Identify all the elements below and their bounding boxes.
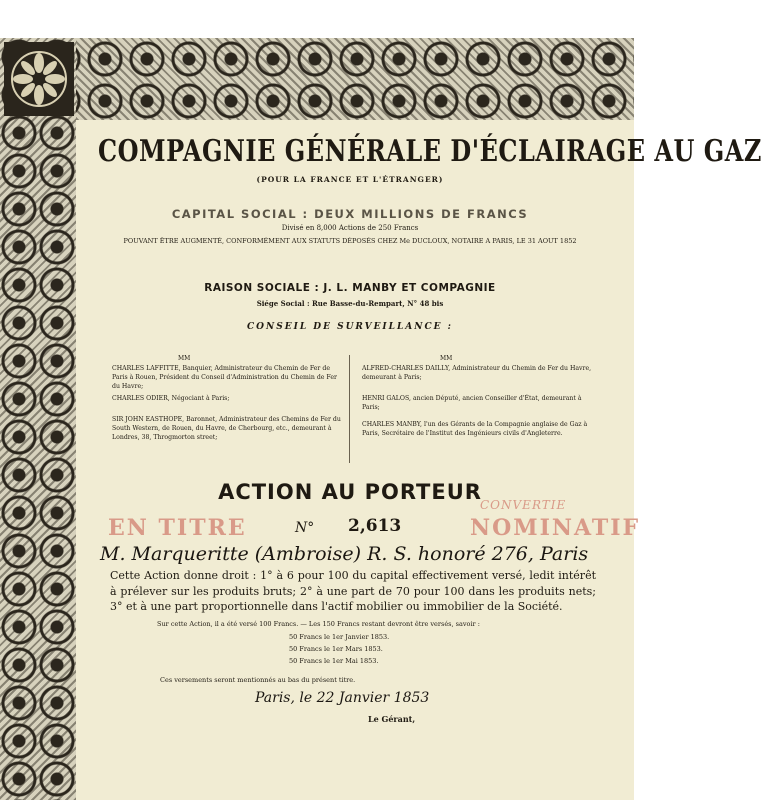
board-member: HENRI GALOS, ancien Député, ancien Conseiller d'État, demeurant à Paris; bbox=[362, 395, 582, 411]
stamp-right-top: CONVERTIE bbox=[480, 498, 567, 512]
ornamental-border-top bbox=[0, 38, 634, 120]
payments-footnote: Ces versements seront mentionnés au bas du présent titre. bbox=[160, 676, 356, 684]
board-member: CHARLES LAFFITTE, Banquier, Administrateur du Chemin de Fer de Paris à Rouen, Président du Conseil d'Administration du Chemin de Fer du Havre; bbox=[112, 365, 337, 390]
shares-division: Divisé en 8,000 Actions de 250 Francs bbox=[281, 224, 419, 232]
board-member: ALFRED-CHARLES DAILLY, Administrateur du Chemin de Fer du Havre, demeurant à Paris; bbox=[362, 365, 592, 381]
capital-augmentation-note: POUVANT ÊTRE AUGMENTÉ, CONFORMÉMENT AUX STATUTS DÉPOSÉS CHEZ Me DUCLOUX, NOTAIRE A PARIS, LE 31 AOUT 1852 bbox=[123, 237, 577, 245]
rosette-ornament-icon bbox=[4, 42, 74, 116]
payment-schedule-item: 50 Francs le 1er Mars 1853. bbox=[289, 645, 383, 653]
number-label: N° bbox=[295, 520, 315, 536]
mm-label-right: MM bbox=[440, 355, 453, 362]
supervisory-board-heading: CONSEIL DE SURVEILLANCE : bbox=[247, 322, 453, 332]
company-firm-name: RAISON SOCIALE : J. L. MANBY ET COMPAGNIE bbox=[204, 282, 496, 294]
board-member: CHARLES MANBY, l'un des Gérants de la Compagnie anglaise de Gaz à Paris, Secrétaire de l'Institut des Ingénieurs civils d'Angleterre. bbox=[362, 421, 588, 437]
ornamental-border-left bbox=[0, 38, 76, 800]
stamp-right: NOMINATIF bbox=[470, 515, 641, 541]
registered-office: Siége Social : Rue Basse-du-Rempart, N° 48 bis bbox=[256, 299, 444, 308]
capital-line: CAPITAL SOCIAL : DEUX MILLIONS DE FRANCS bbox=[171, 207, 529, 221]
payment-schedule-item: 50 Francs le 1er Mai 1853. bbox=[289, 657, 379, 665]
certificate-number: 2,613 bbox=[348, 516, 402, 536]
board-member: CHARLES ODIER, Négociant à Paris; bbox=[112, 395, 230, 402]
manager-signature-label: Le Gérant, bbox=[368, 714, 416, 724]
mm-label-left: MM bbox=[178, 355, 191, 362]
payment-schedule-item: 50 Francs le 1er Janvier 1853. bbox=[289, 633, 390, 641]
holder-handwritten: M. Marqueritte (Ambroise) R. S. honoré 276, Paris bbox=[100, 543, 589, 565]
company-title: COMPAGNIE GÉNÉRALE D'ÉCLAIRAGE AU GAZ bbox=[98, 132, 762, 169]
payment-note: Sur cette Action, il a été versé 100 Francs. — Les 150 Francs restant devront être versés, savoir : bbox=[157, 620, 480, 628]
action-au-porteur-heading: ACTION AU PORTEUR bbox=[218, 480, 482, 504]
page-margin bbox=[0, 0, 634, 38]
board-member: SIR JOHN EASTHOPE, Baronnet, Administrateur des Chemins de Fer du South Western, de Rouen, du Havre, de Cherbourg, etc., demeurant à Londres, 38, Throgmorton street; bbox=[112, 416, 341, 441]
column-divider bbox=[349, 355, 350, 463]
stamp-left: EN TITRE bbox=[108, 515, 247, 541]
company-subtitle: (POUR LA FRANCE ET L'ÉTRANGER) bbox=[256, 175, 444, 184]
issue-date-handwritten: Paris, le 22 Janvier 1853 bbox=[255, 690, 430, 706]
rights-paragraph: Cette Action donne droit : 1° à 6 pour 100 du capital effectivement versé, ledit intérêt à prélever sur les produits bruts; 2° à une part de 70 pour 100 dans les produits nets; 3° et à une part proportionnelle dans l'actif mobilier ou immobilier de la Société. bbox=[110, 569, 596, 613]
